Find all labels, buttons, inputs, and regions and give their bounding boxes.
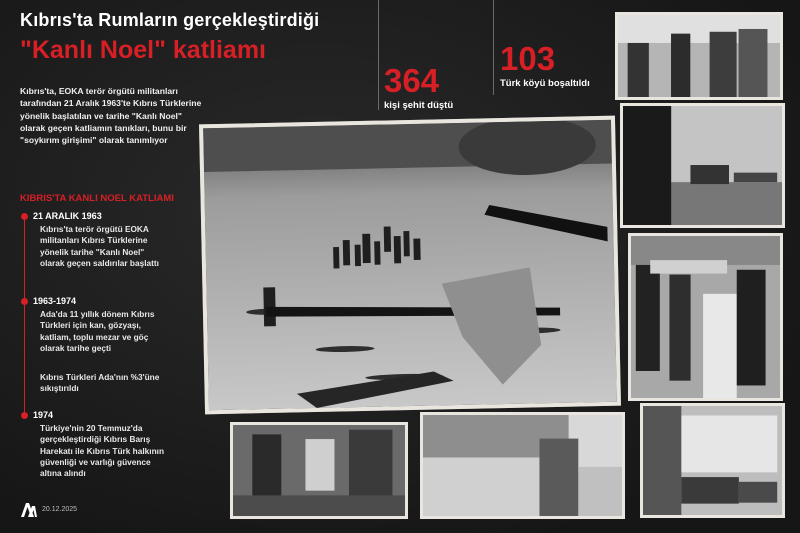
- photo-hospital-beds: [420, 412, 625, 519]
- timeline-dot: [21, 412, 28, 419]
- stat-villages-value: 103: [500, 40, 556, 77]
- timeline-heading: KIBRIS'TA KANLI NOEL KATLIAMI: [20, 193, 174, 204]
- stat-martyrs-label: kişi şehit düştü: [384, 100, 454, 111]
- timeline-text-1963: Kıbrıs'ta terör örgütü EOKA militanları Kıbrıs Türklerine yönelik tarihe "Kanlı Noel" olarak geçen saldırılar başlattı: [40, 224, 159, 268]
- title-line-1: Kıbrıs'ta Rumların gerçekleştirdiği: [20, 10, 320, 30]
- photo-armored-vehicles: [640, 403, 785, 518]
- photo-people-grieving: [615, 12, 783, 100]
- timeline-text-1974: Türkiye'nin 20 Temmuz'da gerçekleştirdiği Kıbrıs Barış Harekatı ile Kıbrıs Türk halkının güvenliği ve varlığı güvence altına alındı: [40, 423, 165, 479]
- timeline-date-1974: 1974: [33, 410, 54, 420]
- stat-divider-2: [493, 0, 494, 95]
- timeline-date-1963-1974: 1963-1974: [33, 296, 77, 306]
- timeline-date-1963: 21 ARALIK 1963: [33, 211, 102, 221]
- stat-villages-label: Türk köyü boşaltıldı: [500, 78, 590, 89]
- stat-divider-1: [378, 0, 379, 110]
- main-photo-children-walking: [199, 116, 621, 415]
- photo-crowd-carrying: [628, 233, 783, 401]
- footer-date: 20.12.2025: [42, 506, 78, 513]
- photo-soldier-village: [620, 103, 785, 228]
- timeline-dot: [21, 298, 28, 305]
- intro-paragraph: Kıbrıs'ta, EOKA terör örgütü militanları tarafından 21 Aralık 1963'te Kıbrıs Türklerine yönelik başlatılan ve tarihe "Kanlı Noel" olarak geçen katliamın tanıkları, bunu bir "soykırım girişimi" olarak tanımlıyor: [20, 86, 202, 146]
- timeline-line: [24, 216, 25, 416]
- stat-martyrs-value: 364: [384, 62, 440, 99]
- timeline-text-1963-1974: Ada'da 11 yıllık dönem Kıbrıs Türkleri için kan, gözyaşı, katliam, toplu mezar ve göç olarak tarihe geçti: [40, 309, 155, 353]
- title-line-2: "Kanlı Noel" katliamı: [20, 36, 266, 64]
- timeline-dot: [21, 213, 28, 220]
- photo-destroyed-house: [230, 422, 408, 519]
- timeline-extra-1963-1974: Kıbrıs Türkleri Ada'nın %3'üne sıkıştırıldı: [40, 372, 160, 394]
- aa-logo-icon: [20, 502, 38, 523]
